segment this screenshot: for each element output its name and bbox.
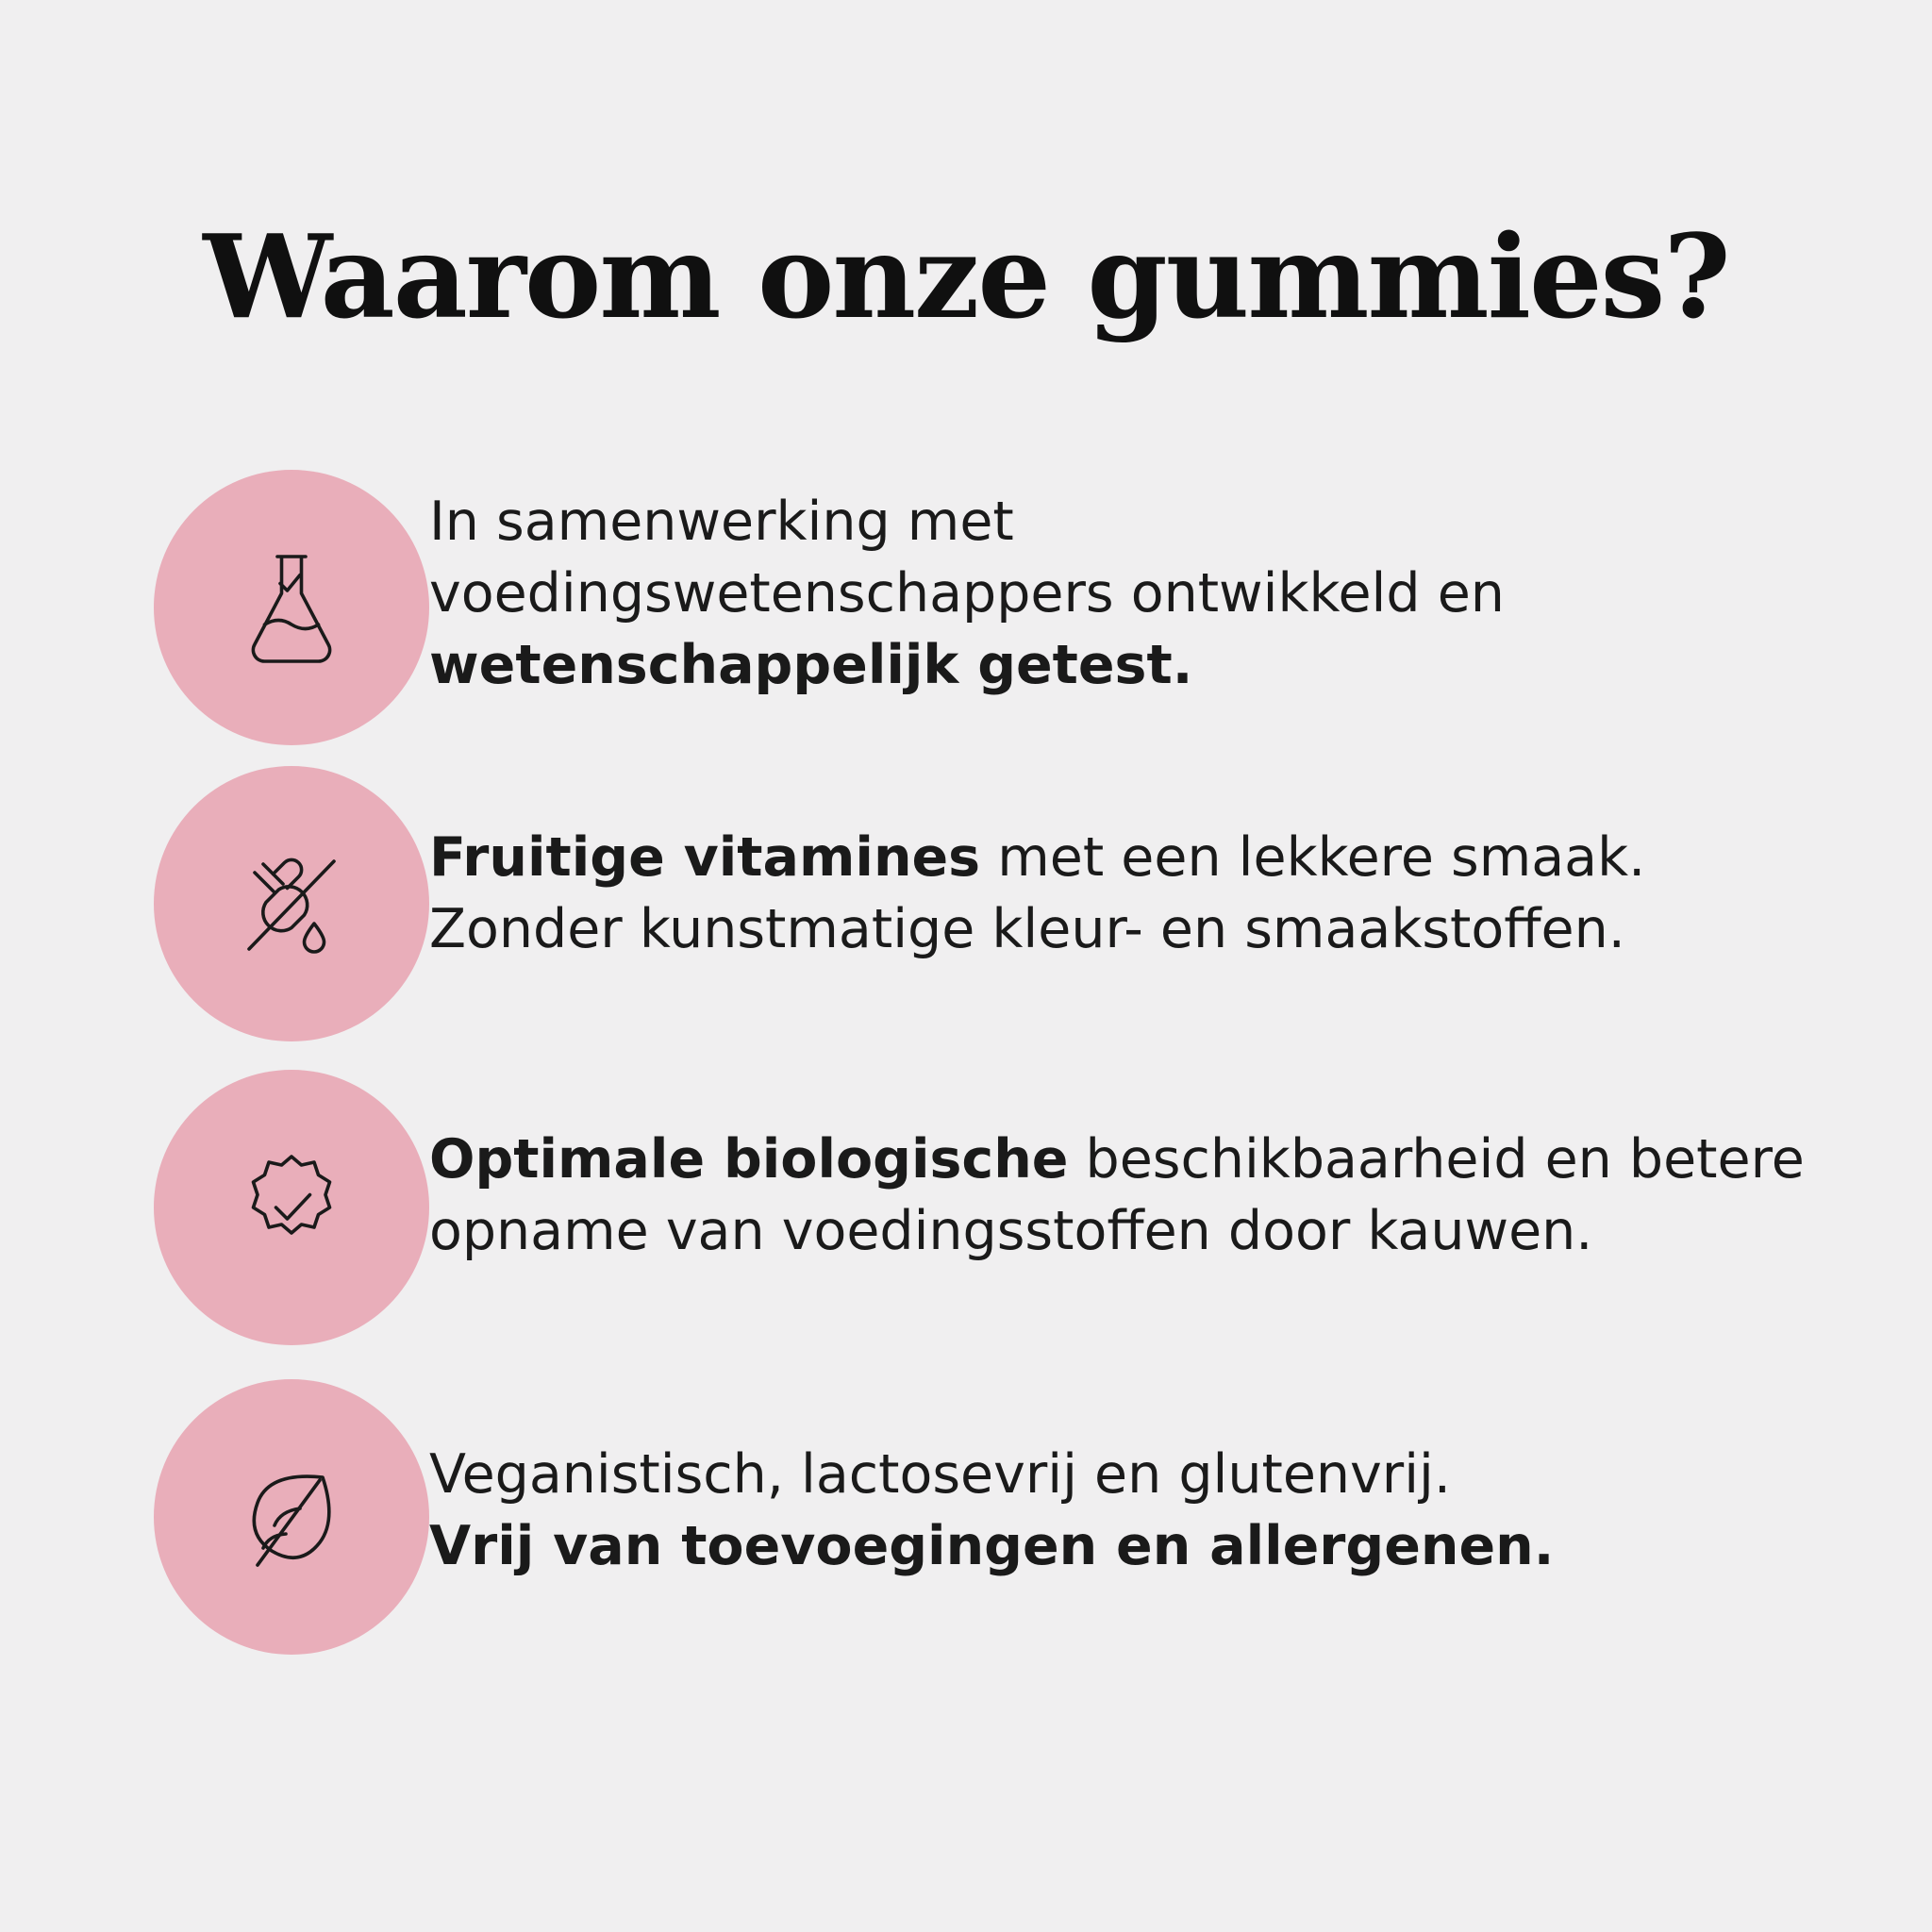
feature-line: voedingswetenschappers ontwikkeld en [429, 561, 1505, 625]
feature-line: Zonder kunstmatige kleur- en smaakstoffen. [429, 897, 1625, 960]
feature-text [429, 823, 1913, 966]
feature-line: Veganistisch, lactosevrij en glutenvrij. [429, 1443, 1451, 1506]
leaf-icon [221, 1446, 362, 1588]
list-item [0, 470, 1932, 745]
icon-badge [154, 766, 429, 1041]
icon-column [0, 766, 429, 1041]
list-item [0, 1379, 1932, 1655]
icon-badge [154, 470, 429, 745]
feature-list [0, 470, 1932, 1655]
page-title: Waarom onze gummies? [203, 208, 1729, 344]
icon-badge [154, 1070, 429, 1345]
text-column [429, 470, 1932, 701]
text-column [429, 1070, 1932, 1268]
feature-text [429, 1124, 1913, 1268]
icon-column [0, 470, 429, 745]
feature-line-emphasis: Fruitige vitamines [429, 826, 981, 889]
flask-check-icon [221, 537, 362, 678]
feature-text [429, 1440, 1913, 1583]
icon-column [0, 1379, 429, 1655]
icon-column [0, 1070, 429, 1345]
feature-line: beschikbaarheid en betere [1068, 1128, 1805, 1191]
feature-line: opname van voedingsstoffen door kauwen. [429, 1199, 1593, 1262]
text-column [429, 1379, 1932, 1583]
no-dropper-icon [221, 833, 362, 974]
icon-badge [154, 1379, 429, 1655]
text-column [429, 766, 1932, 966]
list-item [0, 1070, 1932, 1345]
feature-text [429, 487, 1913, 701]
feature-line-emphasis: Optimale biologische [429, 1128, 1069, 1191]
list-item [0, 766, 1932, 1041]
feature-line: In samenwerking met [429, 491, 1014, 553]
badge-check-icon [221, 1137, 362, 1278]
feature-line-emphasis: wetenschappelijk getest. [429, 633, 1193, 696]
feature-line-emphasis: Vrij van toevoegingen en allergenen. [429, 1514, 1555, 1577]
feature-line: met een lekkere smaak. [980, 826, 1646, 889]
